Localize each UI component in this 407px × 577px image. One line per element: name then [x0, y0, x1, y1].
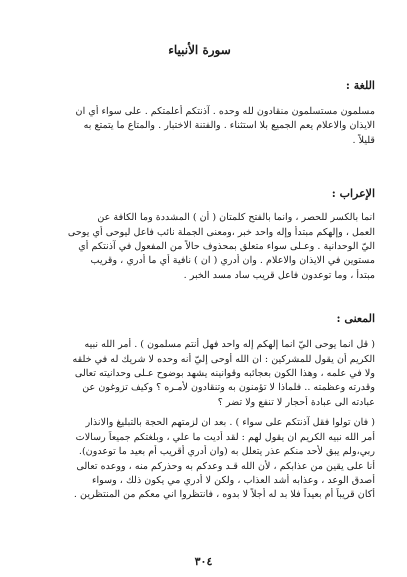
- text-line: عبادته الى عبادة أحجار لا تنفع ولا تضر ؟: [217, 396, 375, 408]
- text-line: وقدرته وعظمته .. فلماذا لا تؤمنون به وتنقادون لأمـره ؟ وكيف تزوغون عن: [82, 382, 375, 394]
- text-line: ربي،ولم يبق لأحد منكم عذر يتعلل به (وان أدري أقريب أم بعيد ما توعدون).: [78, 446, 375, 458]
- text-line: قليلاً .: [352, 134, 375, 146]
- irab-paragraph: [24, 211, 375, 283]
- mana-paragraph-2: [24, 416, 375, 502]
- text-line: أكان قريباً أم بعيداً فلا بد له أجلاً لا بدوه ، فانتظروا اني معكم من المنتظرين .: [73, 489, 375, 501]
- text-line: اليّ الوحدانية . وعـلى سواء متعلق بمحذوف حالاً من المفعول في آذنتكم أي: [78, 241, 375, 253]
- text-line: أصدق الوعد ، وعذابه أشد العذاب ، ولكن لا أدري مي يكون ذلك ، وسواء: [91, 474, 375, 486]
- section-mana: [24, 311, 375, 502]
- page-number: ٣٠٤: [194, 555, 213, 568]
- text-line: مبتدأ ، وما توعدون فاعل قريب ساد مسد الخبر .: [183, 269, 375, 281]
- lugha-heading: اللغة :: [345, 79, 375, 92]
- section-lugha: [24, 78, 375, 148]
- lugha-paragraph: [24, 105, 375, 148]
- text-line: أمر الله نبيه الكريم ان يقول لهم : لقد أديت ما علي ، وبلغتكم جميعاً رسالات: [75, 431, 375, 443]
- text-line: مسلمون مستسلمون منقادون لله وحده . آذنتكم أعلمتكم . على سواء أي ان: [75, 106, 375, 117]
- mana-heading: المعنى :: [336, 312, 375, 326]
- section-irab: [24, 186, 375, 283]
- text-line: انما بالكسر للحصر ، وانما بالفتح كلمتان ( أن ) المشددة وما الكافة عن: [97, 212, 375, 224]
- text-line: ولا في علمه ، وهذا الكون بعجائبه وقوانينه يشهد بوضوح عـلى وحدانيته تعالى: [74, 368, 375, 380]
- text-line: العمل ، وإلهكم مبتدأ وإله واحد خبر ،ومعنى الجملة نائب فاعل ليوحى أي يوحى: [67, 226, 375, 238]
- mana-paragraph-1: [24, 338, 375, 410]
- surah-title: سورة الأنبياء: [168, 43, 231, 57]
- irab-heading: الإعراب :: [331, 187, 375, 201]
- text-line: أنا على يقين من عذابكم ، لأن الله قـد وعدكم به وحذركم منه ، ووعده تعالى: [76, 460, 375, 472]
- text-line: ( قل انما يوحى اليّ انما إلهكم إله واحد فهل أنتم مسلمون ) . أمر الله نبيه: [84, 339, 375, 351]
- text-line: ( فان تولوا فقل آذنتكم على سواء ) . بعد ان لزمتهم الحجة بالتبليغ والانذار: [85, 417, 375, 429]
- text-line: الايذان والاعلام يعم الجميع بلا استثناء . والفتنة الاختبار . والمتاع ما يتمتع به: [83, 120, 375, 132]
- text-line: مستوين في الايذان والاعلام . وان أدري ( ان ) نافية أي ما أدري ، وقريب: [90, 255, 375, 267]
- text-line: الكريم أن يقول للمشركين : ان الله أوحى إليّ أنه وحده لا شريك له في خلقه: [72, 353, 375, 365]
